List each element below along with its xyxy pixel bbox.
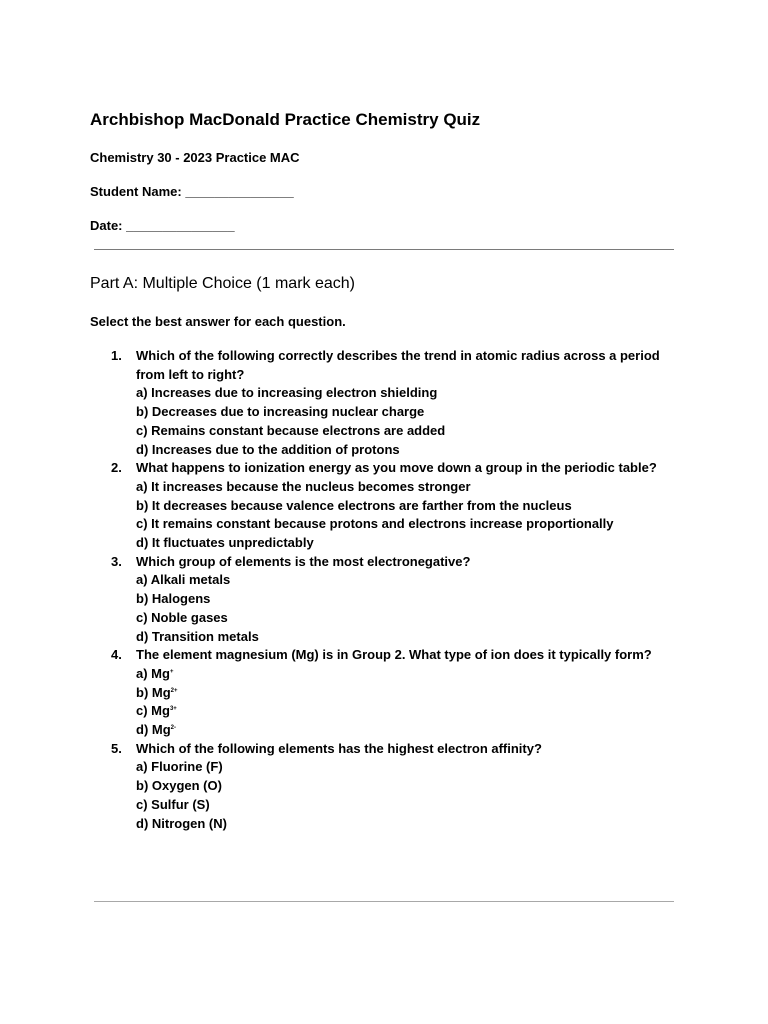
question-text: Which group of elements is the most electronegative?: [136, 553, 471, 569]
date-line: Date: _______________: [90, 218, 235, 233]
question-text: What happens to ionization energy as you move down a group in the periodic table?: [136, 460, 657, 476]
question-4: [90, 646, 680, 740]
option-text: c) Mg: [136, 703, 170, 719]
answer-option-c: c) Remains constant because electrons are added: [136, 422, 446, 438]
answer-option-c: [136, 702, 680, 721]
answer-option-c: c) It remains constant because protons and electrons increase proportionally: [136, 516, 614, 532]
question-number: 4.: [111, 647, 122, 663]
answer-option-b: b) Decreases due to increasing nuclear charge: [136, 404, 425, 420]
question-number: 3.: [111, 553, 122, 569]
question-number: 5.: [111, 740, 122, 756]
question-3: [90, 553, 680, 647]
ion-charge: 2-: [170, 725, 176, 732]
course-line: Chemistry 30 - 2023 Practice MAC: [90, 150, 300, 165]
answer-option-d: d) Transition metals: [136, 628, 259, 644]
answer-option-b: b) Oxygen (O): [136, 778, 222, 794]
answer-option-a: a) It increases because the nucleus becomes stronger: [136, 478, 471, 494]
ion-charge: 2+: [170, 687, 178, 694]
answer-option-d: d) It fluctuates unpredictably: [136, 535, 314, 551]
answer-option-b: [136, 684, 680, 703]
document-title: Archbishop MacDonald Practice Chemistry Quiz: [90, 110, 481, 129]
answer-option-a: a) Increases due to increasing electron shielding: [136, 385, 438, 401]
answer-option-c: c) Sulfur (S): [136, 796, 210, 812]
answer-option-a: a) Alkali metals: [136, 572, 231, 588]
question-number: 2.: [111, 460, 122, 476]
header-divider: [94, 249, 674, 250]
question-number: 1.: [111, 348, 122, 363]
answer-option-b: b) It decreases because valence electrons are farther from the nucleus: [136, 497, 572, 513]
footer-divider: [94, 901, 674, 902]
answer-option-b: b) Halogens: [136, 591, 211, 607]
question-list: [90, 347, 680, 833]
question-text: Which of the following elements has the highest electron affinity?: [136, 740, 542, 756]
answer-option-d: d) Nitrogen (N): [136, 815, 227, 831]
question-2: [90, 459, 680, 553]
question-1: [90, 347, 680, 459]
option-text: a) Mg: [136, 665, 170, 681]
section-title: Part A: Multiple Choice (1 mark each): [90, 275, 355, 292]
option-text: d) Mg: [136, 722, 171, 738]
ion-charge: 3+: [169, 706, 177, 713]
question-text: The element magnesium (Mg) is in Group 2. What type of ion does it typically form?: [136, 647, 652, 663]
student-name-line: Student Name: _______________: [90, 184, 294, 199]
answer-option-d: d) Increases due to the addition of protons: [136, 441, 400, 457]
question-5: [90, 740, 680, 834]
instructions: Select the best answer for each question.: [90, 314, 346, 329]
option-text: b) Mg: [136, 684, 171, 700]
answer-option-a: [136, 665, 680, 684]
answer-option-c: c) Noble gases: [136, 609, 228, 625]
answer-option-a: a) Fluorine (F): [136, 759, 223, 775]
answer-option-d: [136, 721, 680, 740]
question-text: Which of the following correctly describes the trend in atomic radius across a period from left to right?: [136, 348, 660, 382]
ion-charge: +: [169, 668, 174, 675]
